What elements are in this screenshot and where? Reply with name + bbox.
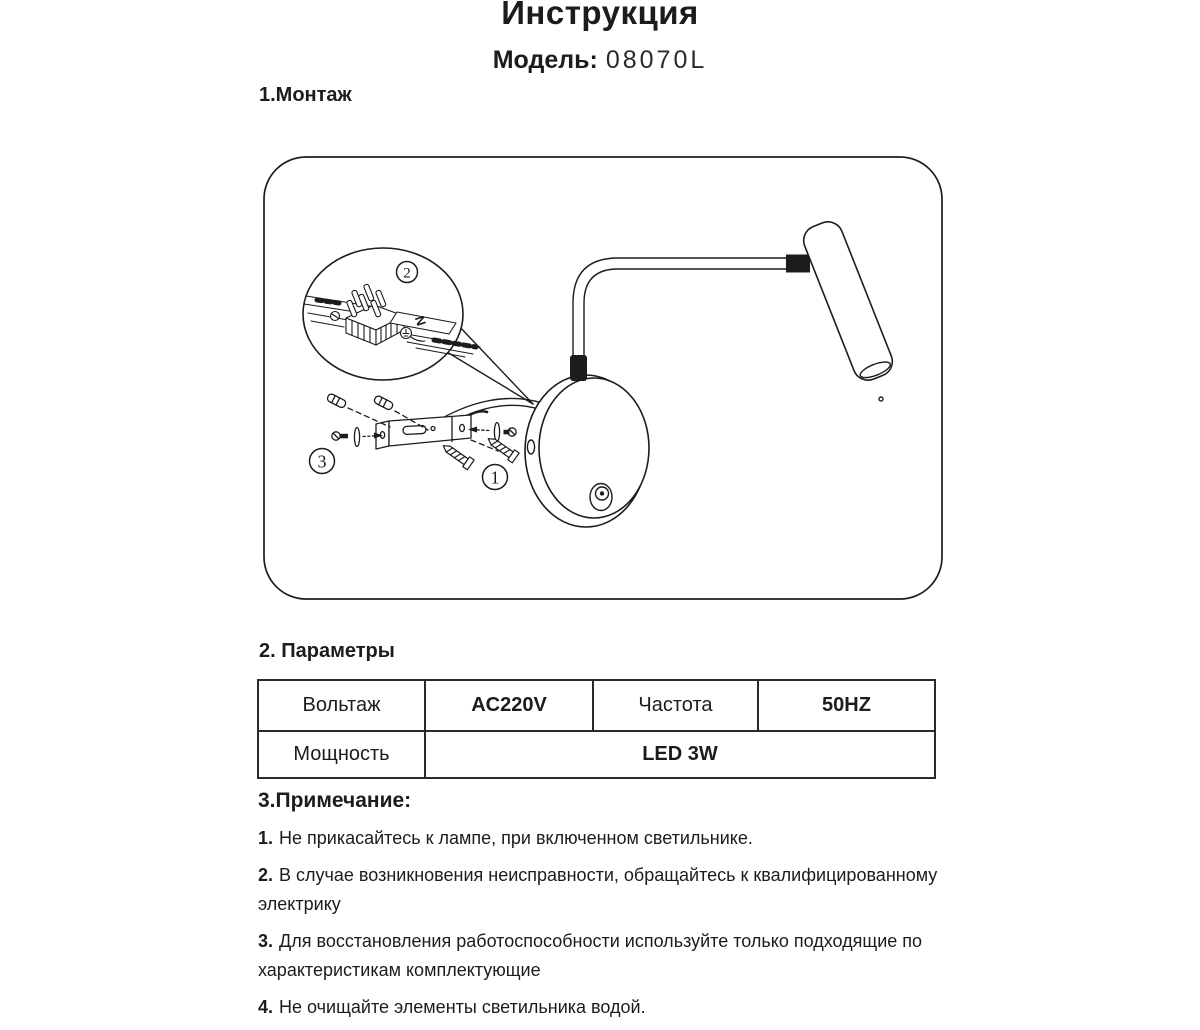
lamp-base: [525, 355, 649, 527]
lamp-head: [799, 217, 897, 401]
voltage-value-cell: AC220V: [425, 680, 593, 731]
lamp-arm: [573, 255, 810, 371]
callout-3-badge: [310, 449, 335, 474]
model-label: Модель:: [492, 46, 598, 74]
note-number: 1.: [258, 828, 274, 848]
note-number: 2.: [258, 865, 274, 885]
note-item-2: [258, 861, 948, 919]
note-text: Для восстановления работоспособности используйте только подходящие по: [279, 931, 923, 951]
note-text: Не прикасайтесь к лампе, при включенном светильнике.: [279, 828, 753, 848]
notes-block: [258, 824, 948, 1030]
callout-2-badge: [397, 262, 418, 283]
screw-washer-left: [332, 428, 383, 447]
voltage-label-cell: Вольтаж: [258, 680, 425, 731]
page-title: Инструкция: [501, 0, 699, 31]
svg-text:2: 2: [403, 265, 411, 282]
frequency-value-cell: 50HZ: [758, 680, 935, 731]
model-value: 08070L: [605, 46, 708, 74]
note-text-continuation: электрику: [258, 894, 341, 914]
power-label-cell: Мощность: [258, 731, 425, 778]
note-number: 3.: [258, 931, 274, 951]
terminal-n-label: N: [411, 314, 430, 328]
svg-text:3: 3: [317, 451, 327, 472]
note-text: Не очищайте элементы светильника водой.: [279, 997, 646, 1017]
section-notes-heading: 3.Примечание:: [258, 789, 412, 812]
head-detail-dot: [879, 397, 883, 401]
frequency-label-cell: Частота: [593, 680, 758, 731]
screw-washer-right: [468, 423, 516, 452]
callout-1-badge: [483, 465, 508, 490]
power-value-cell: LED 3W: [425, 731, 935, 778]
section-montage-heading: 1.Монтаж: [259, 84, 352, 106]
parameters-table: [257, 679, 936, 779]
note-number: 4.: [258, 997, 274, 1017]
table-row: [258, 680, 935, 731]
mounting-bracket: [376, 415, 471, 449]
arm-base-joint: [570, 355, 587, 381]
section-params-heading: 2. Параметры: [259, 640, 395, 662]
table-row: [258, 731, 935, 778]
svg-text:1: 1: [490, 467, 500, 488]
note-text-continuation: характеристикам комплектующие: [258, 960, 541, 980]
note-item-3: [258, 927, 948, 985]
callout-pointer: [447, 324, 533, 404]
base-side-hole: [527, 440, 534, 454]
note-item-4: [258, 993, 948, 1022]
note-text: В случае возникновения неисправности, обращайтесь к квалифицированному: [279, 865, 938, 885]
note-item-1: [258, 824, 948, 853]
arm-head-connector: [786, 255, 810, 273]
base-switch-button: [590, 484, 612, 511]
